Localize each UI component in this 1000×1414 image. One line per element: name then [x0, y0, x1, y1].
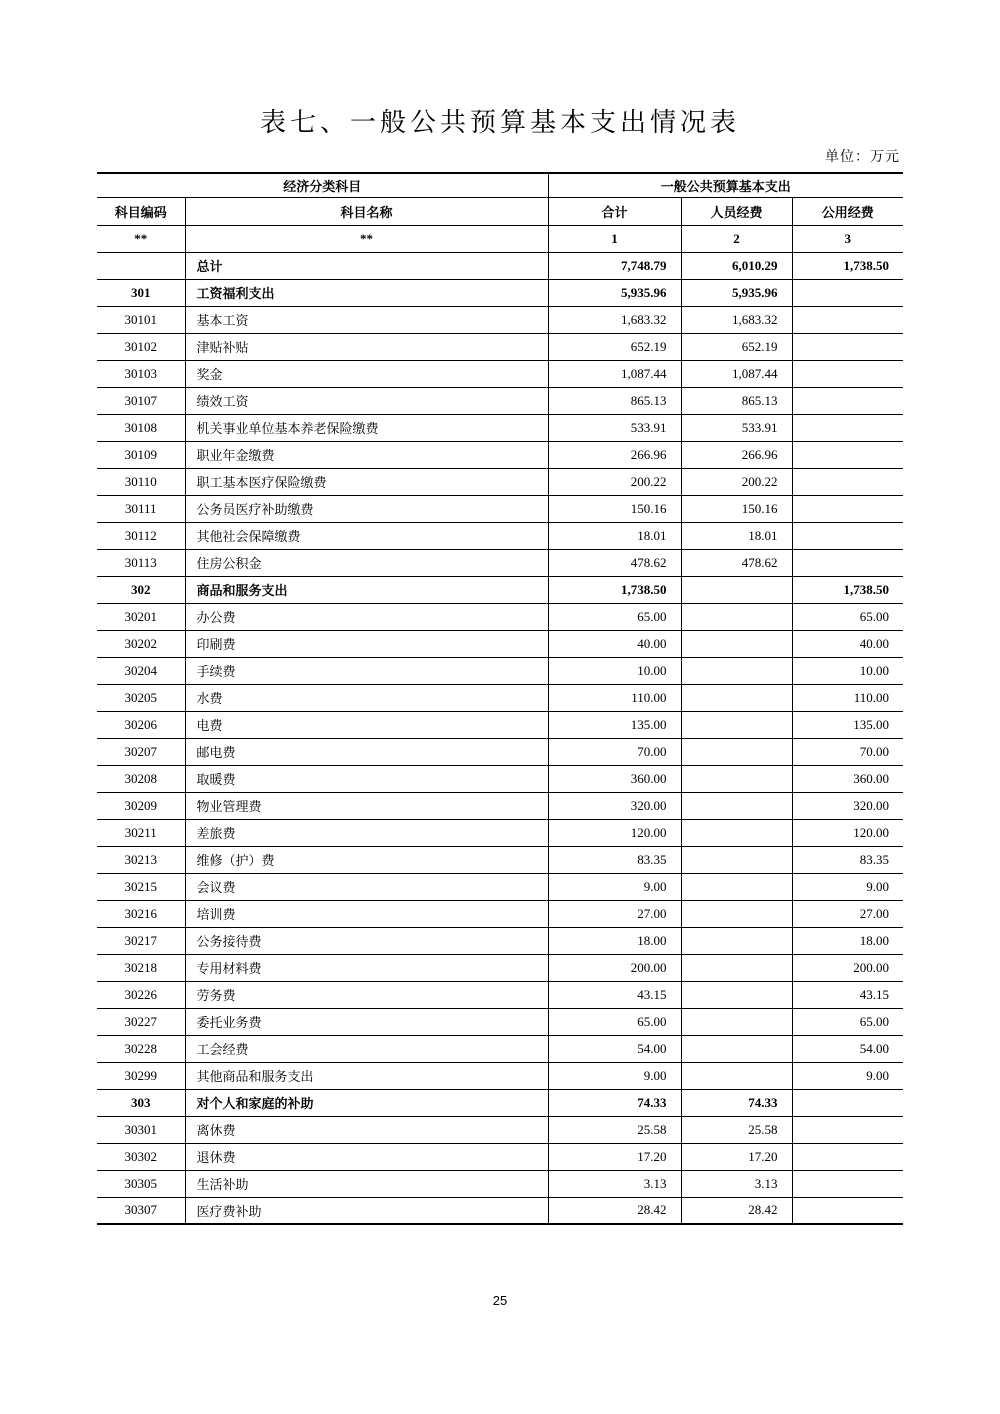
cell-public [792, 279, 903, 306]
cell-name: 劳务费 [185, 981, 548, 1008]
cell-total: 135.00 [548, 711, 681, 738]
cell-total: 320.00 [548, 792, 681, 819]
cell-total: 9.00 [548, 1062, 681, 1089]
cell-total: 533.91 [548, 414, 681, 441]
cell-public [792, 1170, 903, 1197]
table-row [97, 900, 903, 927]
header-column-row [97, 197, 903, 225]
cell-name: 其他社会保障缴费 [185, 522, 548, 549]
cell-code: 30112 [97, 522, 185, 549]
cell-public [792, 468, 903, 495]
cell-name: 机关事业单位基本养老保险缴费 [185, 414, 548, 441]
header-index-row [97, 225, 903, 252]
cell-personnel: 17.20 [681, 1143, 792, 1170]
table-row [97, 1116, 903, 1143]
cell-personnel: 652.19 [681, 333, 792, 360]
cell-name: 物业管理费 [185, 792, 548, 819]
cell-name: 生活补助 [185, 1170, 548, 1197]
table-row [97, 873, 903, 900]
table-row [97, 657, 903, 684]
cell-total: 18.00 [548, 927, 681, 954]
cell-public [792, 441, 903, 468]
cell-name: 离休费 [185, 1116, 548, 1143]
cell-total: 360.00 [548, 765, 681, 792]
cell-personnel [681, 792, 792, 819]
budget-table [97, 172, 903, 1225]
cell-total: 17.20 [548, 1143, 681, 1170]
table-row [97, 1170, 903, 1197]
cell-code: 301 [97, 279, 185, 306]
cell-public [792, 549, 903, 576]
table-row [97, 711, 903, 738]
cell-total: 652.19 [548, 333, 681, 360]
cell-total: 65.00 [548, 1008, 681, 1035]
cell-personnel: 28.42 [681, 1197, 792, 1224]
cell-code: 30205 [97, 684, 185, 711]
cell-name: 印刷费 [185, 630, 548, 657]
cell-name: 差旅费 [185, 819, 548, 846]
cell-total: 7,748.79 [548, 252, 681, 279]
cell-public: 27.00 [792, 900, 903, 927]
cell-name: 水费 [185, 684, 548, 711]
cell-public [792, 333, 903, 360]
cell-personnel [681, 873, 792, 900]
cell-name: 工会经费 [185, 1035, 548, 1062]
cell-public: 43.15 [792, 981, 903, 1008]
table-row [97, 981, 903, 1008]
cell-code: 30211 [97, 819, 185, 846]
table-row [97, 495, 903, 522]
cell-total: 83.35 [548, 846, 681, 873]
table-row [97, 954, 903, 981]
cell-name: 职工基本医疗保险缴费 [185, 468, 548, 495]
cell-personnel [681, 981, 792, 1008]
table-row [97, 549, 903, 576]
cell-name: 基本工资 [185, 306, 548, 333]
cell-code: 30302 [97, 1143, 185, 1170]
header-subject-name: 科目名称 [185, 197, 548, 225]
cell-code: 30228 [97, 1035, 185, 1062]
cell-public [792, 522, 903, 549]
cell-code: 30111 [97, 495, 185, 522]
table-row [97, 252, 903, 279]
cell-code: 30110 [97, 468, 185, 495]
cell-code: 30227 [97, 1008, 185, 1035]
cell-name: 绩效工资 [185, 387, 548, 414]
cell-total: 9.00 [548, 873, 681, 900]
cell-personnel [681, 738, 792, 765]
cell-personnel: 478.62 [681, 549, 792, 576]
cell-public: 40.00 [792, 630, 903, 657]
cell-total: 10.00 [548, 657, 681, 684]
cell-total: 3.13 [548, 1170, 681, 1197]
cell-public: 360.00 [792, 765, 903, 792]
cell-total: 200.22 [548, 468, 681, 495]
cell-public: 9.00 [792, 1062, 903, 1089]
cell-personnel: 1,683.32 [681, 306, 792, 333]
cell-public: 1,738.50 [792, 252, 903, 279]
page-title: 表七、一般公共预算基本支出情况表 [259, 108, 740, 137]
cell-public: 65.00 [792, 603, 903, 630]
cell-total: 54.00 [548, 1035, 681, 1062]
cell-personnel: 266.96 [681, 441, 792, 468]
table-body [97, 252, 903, 1224]
index-cell-public: 3 [792, 225, 903, 252]
table-row [97, 603, 903, 630]
header-total: 合计 [548, 197, 681, 225]
index-cell-personnel: 2 [681, 225, 792, 252]
cell-name: 商品和服务支出 [185, 576, 548, 603]
table-header [97, 173, 903, 252]
table-row [97, 1089, 903, 1116]
table-row [97, 846, 903, 873]
cell-code: 30206 [97, 711, 185, 738]
table-row [97, 414, 903, 441]
cell-name: 其他商品和服务支出 [185, 1062, 548, 1089]
cell-personnel: 200.22 [681, 468, 792, 495]
table-row [97, 684, 903, 711]
cell-name: 医疗费补助 [185, 1197, 548, 1224]
header-group-row [97, 173, 903, 197]
cell-total: 200.00 [548, 954, 681, 981]
cell-personnel [681, 1008, 792, 1035]
cell-name: 退休费 [185, 1143, 548, 1170]
cell-public [792, 495, 903, 522]
cell-name: 工资福利支出 [185, 279, 548, 306]
table-row [97, 1062, 903, 1089]
cell-public [792, 1197, 903, 1224]
header-public-funds: 公用经费 [792, 197, 903, 225]
table-row [97, 522, 903, 549]
table-row [97, 819, 903, 846]
cell-name: 取暖费 [185, 765, 548, 792]
cell-public [792, 306, 903, 333]
table-row [97, 1197, 903, 1224]
cell-name: 手续费 [185, 657, 548, 684]
cell-name: 邮电费 [185, 738, 548, 765]
cell-personnel: 3.13 [681, 1170, 792, 1197]
cell-personnel: 1,087.44 [681, 360, 792, 387]
cell-name: 公务员医疗补助缴费 [185, 495, 548, 522]
cell-public: 9.00 [792, 873, 903, 900]
cell-code: 30101 [97, 306, 185, 333]
cell-code: 30217 [97, 927, 185, 954]
header-personnel-funds: 人员经费 [681, 197, 792, 225]
cell-name: 对个人和家庭的补助 [185, 1089, 548, 1116]
cell-personnel [681, 1062, 792, 1089]
cell-code: 30113 [97, 549, 185, 576]
cell-personnel [681, 900, 792, 927]
table-row [97, 387, 903, 414]
cell-public [792, 414, 903, 441]
table-row [97, 1008, 903, 1035]
cell-total: 1,683.32 [548, 306, 681, 333]
table-row [97, 927, 903, 954]
index-cell-name: ** [185, 225, 548, 252]
cell-personnel [681, 711, 792, 738]
cell-code: 30301 [97, 1116, 185, 1143]
cell-name: 办公费 [185, 603, 548, 630]
cell-personnel: 74.33 [681, 1089, 792, 1116]
cell-code: 30108 [97, 414, 185, 441]
cell-total: 1,738.50 [548, 576, 681, 603]
cell-total: 1,087.44 [548, 360, 681, 387]
cell-name: 会议费 [185, 873, 548, 900]
cell-public: 120.00 [792, 819, 903, 846]
cell-public: 200.00 [792, 954, 903, 981]
cell-total: 74.33 [548, 1089, 681, 1116]
cell-name: 委托业务费 [185, 1008, 548, 1035]
cell-public [792, 1116, 903, 1143]
cell-name: 总计 [185, 252, 548, 279]
cell-public [792, 1089, 903, 1116]
cell-code: 30307 [97, 1197, 185, 1224]
cell-name: 维修（护）费 [185, 846, 548, 873]
cell-personnel: 865.13 [681, 387, 792, 414]
table-row [97, 1143, 903, 1170]
cell-personnel [681, 603, 792, 630]
cell-public: 65.00 [792, 1008, 903, 1035]
cell-total: 5,935.96 [548, 279, 681, 306]
cell-code: 30299 [97, 1062, 185, 1089]
header-subject-code: 科目编码 [97, 197, 185, 225]
cell-total: 27.00 [548, 900, 681, 927]
cell-code: 30207 [97, 738, 185, 765]
cell-personnel: 6,010.29 [681, 252, 792, 279]
cell-code: 30208 [97, 765, 185, 792]
cell-total: 266.96 [548, 441, 681, 468]
cell-total: 43.15 [548, 981, 681, 1008]
cell-public [792, 1143, 903, 1170]
cell-public [792, 387, 903, 414]
cell-total: 150.16 [548, 495, 681, 522]
cell-public: 320.00 [792, 792, 903, 819]
cell-name: 奖金 [185, 360, 548, 387]
cell-name: 培训费 [185, 900, 548, 927]
cell-code: 302 [97, 576, 185, 603]
cell-name: 电费 [185, 711, 548, 738]
cell-personnel [681, 657, 792, 684]
cell-personnel [681, 927, 792, 954]
cell-personnel [681, 576, 792, 603]
table-row [97, 738, 903, 765]
cell-public: 83.35 [792, 846, 903, 873]
cell-personnel: 18.01 [681, 522, 792, 549]
cell-name: 津贴补贴 [185, 333, 548, 360]
cell-total: 25.58 [548, 1116, 681, 1143]
header-general-public-budget: 一般公共预算基本支出 [548, 173, 903, 197]
cell-personnel [681, 846, 792, 873]
cell-total: 865.13 [548, 387, 681, 414]
table-row [97, 360, 903, 387]
cell-personnel [681, 819, 792, 846]
cell-public [792, 360, 903, 387]
cell-total: 18.01 [548, 522, 681, 549]
unit-label: 单位：万元 [825, 150, 900, 165]
cell-total: 65.00 [548, 603, 681, 630]
cell-total: 70.00 [548, 738, 681, 765]
table-row [97, 306, 903, 333]
cell-code: 30226 [97, 981, 185, 1008]
cell-personnel: 533.91 [681, 414, 792, 441]
cell-code: 30107 [97, 387, 185, 414]
table-row [97, 792, 903, 819]
table-row [97, 1035, 903, 1062]
cell-code: 30109 [97, 441, 185, 468]
cell-code: 30202 [97, 630, 185, 657]
cell-code: 30103 [97, 360, 185, 387]
cell-code: 30209 [97, 792, 185, 819]
cell-code: 303 [97, 1089, 185, 1116]
cell-personnel: 25.58 [681, 1116, 792, 1143]
cell-code: 30216 [97, 900, 185, 927]
table-row [97, 441, 903, 468]
header-economic-classification: 经济分类科目 [97, 173, 548, 197]
cell-personnel [681, 1035, 792, 1062]
cell-code: 30305 [97, 1170, 185, 1197]
cell-total: 28.42 [548, 1197, 681, 1224]
cell-personnel [681, 954, 792, 981]
cell-code: 30102 [97, 333, 185, 360]
cell-name: 公务接待费 [185, 927, 548, 954]
cell-public: 1,738.50 [792, 576, 903, 603]
cell-code [97, 252, 185, 279]
cell-personnel [681, 765, 792, 792]
cell-public: 18.00 [792, 927, 903, 954]
cell-code: 30204 [97, 657, 185, 684]
cell-code: 30213 [97, 846, 185, 873]
table-row [97, 279, 903, 306]
cell-code: 30218 [97, 954, 185, 981]
cell-personnel: 5,935.96 [681, 279, 792, 306]
cell-total: 40.00 [548, 630, 681, 657]
cell-code: 30201 [97, 603, 185, 630]
cell-personnel: 150.16 [681, 495, 792, 522]
cell-public: 135.00 [792, 711, 903, 738]
cell-public: 110.00 [792, 684, 903, 711]
table-row [97, 765, 903, 792]
cell-personnel [681, 630, 792, 657]
index-cell-code: ** [97, 225, 185, 252]
cell-name: 专用材料费 [185, 954, 548, 981]
page-number: 25 [492, 1293, 508, 1308]
cell-code: 30215 [97, 873, 185, 900]
cell-total: 478.62 [548, 549, 681, 576]
cell-public: 10.00 [792, 657, 903, 684]
cell-total: 110.00 [548, 684, 681, 711]
cell-personnel [681, 684, 792, 711]
table-row [97, 468, 903, 495]
cell-total: 120.00 [548, 819, 681, 846]
cell-name: 住房公积金 [185, 549, 548, 576]
table-row [97, 630, 903, 657]
cell-public: 54.00 [792, 1035, 903, 1062]
index-cell-total: 1 [548, 225, 681, 252]
cell-public: 70.00 [792, 738, 903, 765]
table-row [97, 333, 903, 360]
table-row [97, 576, 903, 603]
cell-name: 职业年金缴费 [185, 441, 548, 468]
